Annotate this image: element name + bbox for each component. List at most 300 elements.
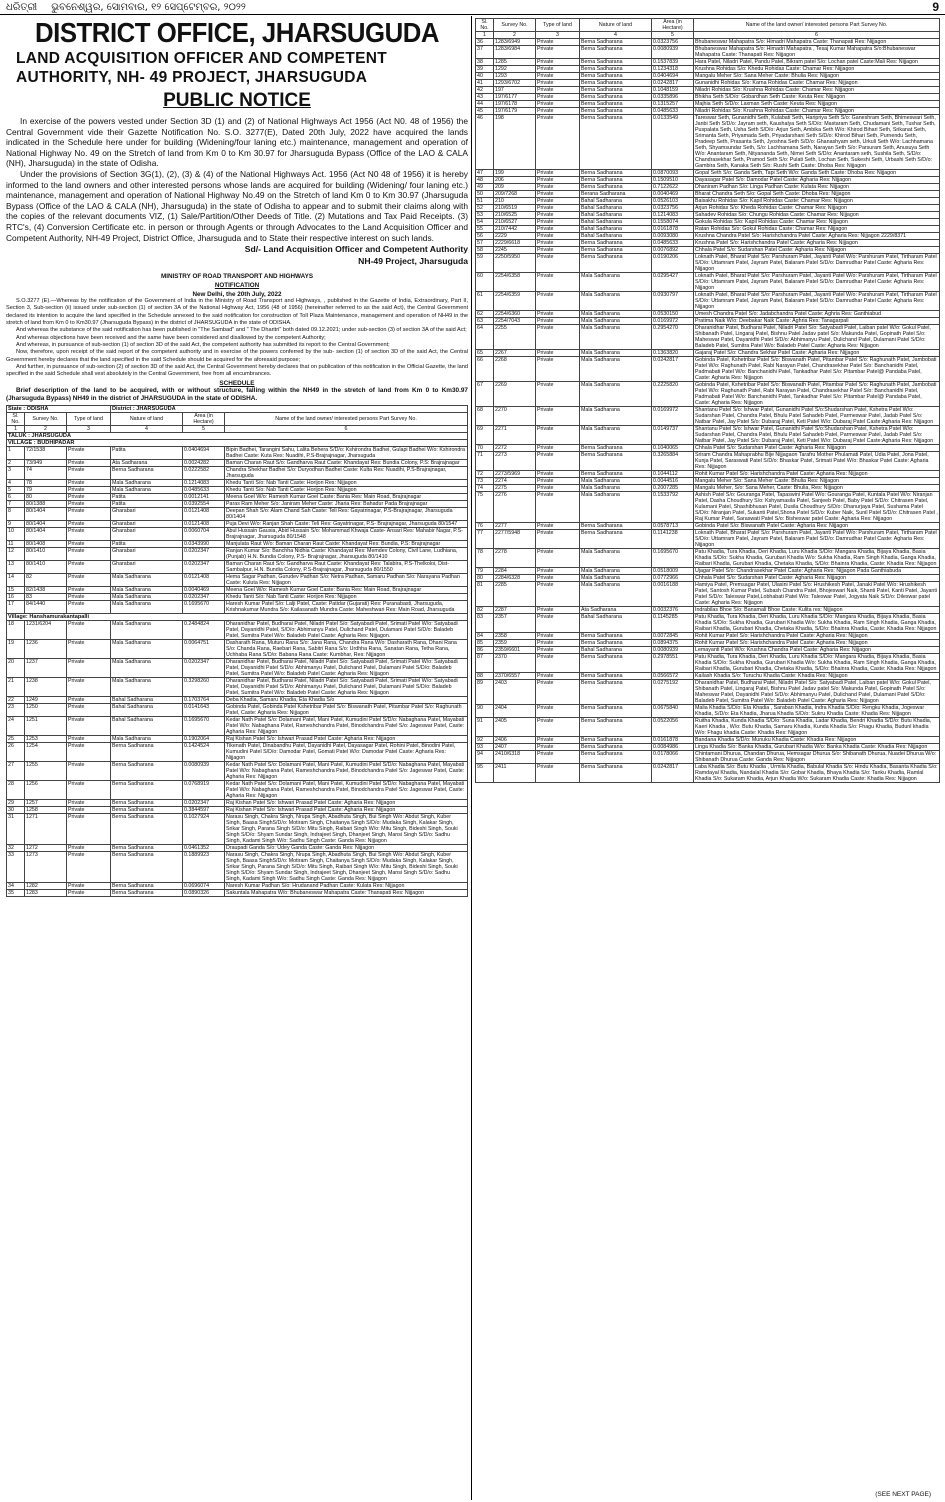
table-row [7, 762, 468, 781]
table-row [7, 528, 468, 541]
cell-owner: Loknath Patel, Bharat Patel S/o: Parshuram Patel, Jayanti Patel W/o: Parshuram Patel, Tirtharam Patel S/D/o: Uttamram Patel, Jayram Patel, Balaram Patel S/D/o: Damrudhar Patel Caste: Agharia Res: Nijjagon [694, 273, 940, 292]
table-row [476, 471, 940, 478]
cell-area: 0.0178066 [652, 751, 694, 764]
cell-nature: Berna Sadharana [580, 633, 652, 640]
cell-survey: 1250 [25, 704, 67, 717]
table-row [476, 311, 940, 318]
table-row [7, 736, 468, 743]
cell-type: Private [536, 737, 580, 744]
cell-area: 0.0343990 [183, 541, 225, 548]
cell-survey: 82/1438 [25, 587, 67, 594]
cell-type: Private [536, 452, 580, 471]
cell-area: 0.1889923 [183, 852, 225, 883]
cell-owner: Dharanidhar Patel, Budharai Patel, Niladri Patel S/o: Satyabadi Patel, Laiban patel W/o: Gokul Patel, Shibanath Patel, Lingaraj Patel, Bishnu Patel Jadav patel S/o: Makunda Patel, Gopinath Patel S/o: Maheswar Patel, Dayanidhi Patel S/D/o: Abhimanyu Patel, Dulichand Patel, Dulamani Patel S/D/o: Baladeb Patel, Sumitra Patel W/o: Baladeb Patel Caste: Agharia Res: Nijjagon [694, 325, 940, 350]
taluk-label: TALUK : JHARSUGUDA [7, 433, 468, 440]
cell-slno: 68 [476, 407, 494, 426]
cell-survey: 2359/6601 [494, 647, 536, 654]
cell-owner: Meena Goel W/o: Ramesh Kumar Goel Caste: Bania Res: Main Road, Brajrajnagar [225, 494, 468, 501]
state-label: State : ODISHA [7, 406, 111, 413]
cell-survey: 2276 [494, 492, 536, 523]
cell-nature: Mala Sadharana [111, 659, 183, 678]
cell-nature: Berna Sadharana [111, 814, 183, 845]
cell-slno: 5 [7, 487, 25, 494]
cell-owner: Hara Patel, Niladri Patel, Pandu Patel, Bikram patel S/o: Lochan patel Caste:Mali Res: Nijjagon [694, 59, 940, 66]
cell-slno: 90 [476, 705, 494, 718]
cell-type: Private [536, 673, 580, 680]
table-row [476, 426, 940, 445]
table-row [7, 640, 468, 659]
cell-nature: Mala Sadharana [580, 582, 652, 607]
cell-type: Private [67, 508, 111, 521]
cell-type: Private [536, 219, 580, 226]
cell-nature: Mala Sadharana [111, 640, 183, 659]
cell-survey: 80/1404 [25, 528, 67, 541]
cell-owner: Dayasagar Patel S/o: Damodar Patel Caste: Agharia Res: Nijjagon [694, 177, 940, 184]
cell-area: 0.0696074 [183, 883, 225, 890]
cell-area: 0.0675840 [652, 705, 694, 718]
cell-owner: Khedu Tanti S/o: Nab Tanti Caste: Horijon Res: Nijjagon [225, 594, 468, 601]
cell-slno: 80 [476, 575, 494, 582]
cell-owner: Krushna Patel S/o: Harishchandra Patel Caste: Agharia Res: Nijjagon [694, 240, 940, 247]
cell-nature: Mala Sadharana [580, 549, 652, 568]
cell-slno: 24 [7, 717, 25, 736]
cell-survey: 210/7442 [494, 226, 536, 233]
cell-survey: 210/6519 [494, 205, 536, 212]
cell-type: Private [536, 101, 580, 108]
cell-slno: 14 [7, 574, 25, 587]
cell-nature: Mala Sadharana [580, 350, 652, 357]
cell-slno: 19 [7, 640, 25, 659]
table-row [476, 568, 940, 575]
cell-owner: Chhala Patel S/o: Sudarshan Patel Caste: Agharia Res: Nijjagon [694, 445, 940, 452]
cell-survey: 80/1388 [25, 501, 67, 508]
cell-nature: Berna Sadharana [580, 247, 652, 254]
cell-owner: Rohit Kumar Patel S/o: Harishchandra Patel Caste: Agharia Res: Nijjagon [694, 471, 940, 478]
cell-type: Private [67, 807, 111, 814]
cell-owner: Paras Ram Meher S/o: Janiram Meher Caste: Jharia Res: Bahadur Pada Brajrajnagar [225, 501, 468, 508]
cell-survey: 1256 [25, 781, 67, 800]
cell-survey: 2275 [494, 485, 536, 492]
cell-survey: 2271 [494, 426, 536, 445]
cell-slno: 28 [7, 781, 25, 800]
cell-area: 0.3844597 [183, 807, 225, 814]
cell-type: Private [67, 447, 111, 460]
cell-survey: 1249 [25, 697, 67, 704]
colnum: 5 [652, 32, 694, 39]
table-row [7, 678, 468, 697]
cell-owner: Gobinda Patel S/o: Biswanath Patel Caste: Agharia Res: Nijjagon [694, 523, 940, 530]
cell-owner: Loknath Patel, Bharat Patel S/o: Parshuram Patel, Jayanti Patel W/o: Parshuram Patel, Tirtharam Patel S/D/o: Uttamram Patel, Jayram Patel, Balaram Patel S/D/o: Damrudhar Patel Caste: Agharia Res: Nijjagon [694, 530, 940, 549]
cell-slno: 6 [7, 494, 25, 501]
cell-nature: Berna Sadharana [580, 94, 652, 101]
cell-slno: 33 [7, 852, 25, 883]
cell-owner: Tareswar Seth, Gunanidhi Seth, Kulabati Seth, Haripriya Seth S/o: Ganeshram Seth, Bhimeswari Seth, Janbi Seth S/D/o: Jayram seth, Kaushalya Seth S/D/o: Mastaram Seth, Chudamani Seth, Tushar Seth, Puspalata Seth, Usha Seth S/D/o: Arjun Seth, Ambika Seth W/o: Khirod Bihari Seth, Srikanat Seth, Srimanta Seth, Priyamada Seth, Priyadarshani Seth S/D/o: Khirod Bihari Seth, Purnendu Seth, Pradeep Seth, Prasanta Seth, Jyoshna Seth S/D/o: Ghanashyam seth, Urkuli Seth W/o: Lachhamana Seth, Shyamsundar Seth, S/o: Lachhamana Seth, Narayan Seth S/o: Parsuram Seth, Anusuya Seth W/o: Anantaram Seth, Nityananda Seth, Nimei Seth S/D/o: Anantaram seth, Sushila Seth, S/D/o: Chandrasekhar Seth, Pramod Seth S/o: Pulati Seth, Lochan Seth, Sukeshi Seth, Urbashi Seth S/D/o: Gambira Seth, Kanaka Seth S/o: Rushi Seth Caste: Dhoba Res: Nijjagon [694, 115, 940, 170]
table-row [476, 452, 940, 471]
cell-survey: 1258 [25, 807, 67, 814]
cell-slno: 82 [476, 607, 494, 614]
cell-type: Private [67, 601, 111, 614]
cell-type: Private [67, 467, 111, 480]
cell-type: Private [67, 717, 111, 736]
cell-slno: 16 [7, 594, 25, 601]
cell-area: 0.0772966 [652, 575, 694, 582]
cell-slno: 32 [7, 845, 25, 852]
cell-survey: 74 [25, 467, 67, 480]
cell-area: 0.1214083 [183, 480, 225, 487]
cell-type: Private [536, 292, 580, 311]
cell-survey: 80/1410 [25, 561, 67, 574]
cell-survey: 80/1410 [25, 548, 67, 561]
signature-line-1: Sd/- Land Acquisition Officer and Competent Authority [244, 244, 468, 255]
cell-type: Private [536, 80, 580, 87]
table-row [476, 254, 940, 273]
cell-survey: 2370/6557 [494, 673, 536, 680]
cell-nature: Berna Sadharana [580, 673, 652, 680]
header-slno: Sl. No. [476, 19, 494, 32]
table-row [7, 494, 468, 501]
cell-owner: Kailash Khadia S/o: Turuchu Khadia Caste: Khadia Res: Nijjagon [694, 673, 940, 680]
cell-owner: Bipin Badhei, Tarangini Sahu, Lalita Behera S/D/o: Kshirondra Badhei, Gulapi Badhei W/o: Kshirondra Badhei Caste: Kuta Res: Nuadihi, P.S-Brajrajnagar, Jharsuguda [225, 447, 468, 460]
cell-slno: 15 [7, 587, 25, 594]
cell-area: 0.0295427 [652, 273, 694, 292]
cell-area: 0.0526103 [652, 198, 694, 205]
cell-slno: 22 [7, 697, 25, 704]
table-row [476, 382, 940, 407]
cell-area: 0.0044516 [652, 478, 694, 485]
cell-owner: Loknath Patel, Bharat Patel S/o: Parshuram Patel, Jayanti Patel W/o: Parshuram Patel, Tirtharam Patel S/D/o: Uttamram Patel, Jayram Patel, Balaram Patel S/D/o: Damrudhar Patel Caste: Agharia Res: Nijjagon [694, 254, 940, 273]
cell-owner: Chhala Patel S/o: Sudarshan Patel Caste: Agharia Res: Nijjagon [694, 247, 940, 254]
cell-slno: 91 [476, 718, 494, 737]
cell-slno: 78 [476, 549, 494, 568]
table-row [476, 350, 940, 357]
cell-owner: Sriram Chandra Mahaprabhu Bije Nijjagaon Tarafru Mother Phulamati Patel, Udia Patel, Jona Patel, Kunja Patel, Saraswati Patel S/D/o: Bhaskar Patel, Srimati Patel W/o: Bhaskar Patel Caste: Agharia Res: Nijjagon [694, 452, 940, 471]
cell-type: Private [67, 548, 111, 561]
cell-slno: 65 [476, 350, 494, 357]
cell-nature: Berana Sadharana [580, 191, 652, 198]
cell-slno: 25 [7, 736, 25, 743]
cell-slno: 69 [476, 426, 494, 445]
cell-area: 0.1040065 [652, 445, 694, 452]
cell-area: 0.0202347 [183, 800, 225, 807]
village-label-budhipadar: VILLAGE : BUDHIPADAR [7, 440, 468, 447]
cell-area: 0.0202347 [183, 561, 225, 574]
cell-owner: Kedar Nath Patel S/o: Dolamani Patel, Mani Patel, Kumudini Patel S/D/o: Nabaghana Patel, Mayabati Patel W/o: Nabaghana Patel, Rameshchandra Patel, Binodchandra Patel S/o: Jageswar Patel, Caste: Agharia Res: Nijjagon [225, 781, 468, 800]
table-row [7, 717, 468, 736]
cell-type: Private [67, 501, 111, 508]
cell-slno: 44 [476, 101, 494, 108]
cell-type: Private [536, 575, 580, 582]
cell-survey: 1282 [25, 883, 67, 890]
cell-survey: 2357 [494, 614, 536, 633]
cell-survey: 78 [25, 480, 67, 487]
cell-type: Private [67, 487, 111, 494]
cell-owner: Meena Goel W/o: Ramesh Kumar Goel Caste: Bania Res: Main Road, Brajrajnagar [225, 587, 468, 594]
cell-nature: Berna Sadharana [580, 59, 652, 66]
cell-type: Private [67, 521, 111, 528]
cell-type: Private [536, 177, 580, 184]
cell-nature: Berna Sadharana [580, 744, 652, 751]
newspaper-name: ଧରିତ୍ରୀ [6, 1, 38, 13]
cell-slno: 9 [7, 521, 25, 528]
cell-area: 0.0012141 [183, 494, 225, 501]
cell-survey: 1292 [494, 66, 536, 73]
cell-slno: 3 [7, 467, 25, 480]
cell-nature: Bahal Sadharana [580, 219, 652, 226]
table-row [476, 445, 940, 452]
cell-survey: 198 [494, 115, 536, 170]
cell-nature: Bahal Sadharana [580, 212, 652, 219]
cell-nature: Mala Sadharana [111, 601, 183, 614]
cell-slno: 26 [7, 743, 25, 762]
table-row [476, 94, 940, 101]
cell-slno: 10 [7, 528, 25, 541]
date-line: ଭୁବନେଶ୍ୱର, ସୋମବାର, ୧୨ ସେପ୍ଟେମ୍ବର, ୨୦୨୨ [51, 1, 246, 13]
cell-survey: 2273/5969 [494, 471, 536, 478]
cell-area: 0.0161878 [652, 737, 694, 744]
cell-type: Private [536, 350, 580, 357]
cell-survey: 197/6177 [494, 94, 536, 101]
cell-area: 0.0121408 [183, 508, 225, 521]
cell-nature: Ata Sadharana [111, 460, 183, 467]
table-row [476, 233, 940, 240]
cell-slno: 23 [7, 704, 25, 717]
cell-owner: Draupadi Ganda S/o: Udey Ganda Caste: Ganda Res: Nijjagon [225, 845, 468, 852]
cell-slno: 42 [476, 87, 494, 94]
cell-survey: 2269 [494, 382, 536, 407]
cell-type: Private [67, 659, 111, 678]
table-row [476, 177, 940, 184]
table-row [476, 737, 940, 744]
table-row [476, 633, 940, 640]
cell-area: 0.0578713 [652, 523, 694, 530]
cell-nature: Berna Sadharana [580, 718, 652, 737]
cell-type: Private [536, 568, 580, 575]
cell-survey: 2284/6328 [494, 575, 536, 582]
cell-nature: Berna Sadharana [580, 87, 652, 94]
cell-slno: 87 [476, 654, 494, 673]
cell-slno: 85 [476, 640, 494, 647]
schedule-table-right [475, 18, 940, 783]
cell-owner: Puja Devi W/o: Ranjan Shah Caste: Teli Res: Gayatrinagar, P.S- Brajrajnagar, Jharsuguda 80/1547 [225, 521, 468, 528]
cell-owner: Malia Khadia S/D/o: Eta Khadia , Saraban Khadia, Indra Khadia S/D/o: Rengku Khadia, Jogeswar Khadia, S/D/o: Eta Khadia, Jharua Khadia S/D/o: Sukru Khadia Caste: Khadia Res: Nijjagon [694, 705, 940, 718]
table-row [476, 764, 940, 783]
cell-area: 0.0404694 [183, 447, 225, 460]
colnum: 4 [580, 32, 652, 39]
cell-type: Private [67, 678, 111, 697]
cell-type: Private [536, 478, 580, 485]
cell-owner: Linga Khadia S/o: Banka Khadia, Gurubari Khadia W/o: Banka Khadia Caste: Khadia Res: Nijjagon [694, 744, 940, 751]
cell-owner: Krushna Rohidas S/o: Khedu Rohidas Caste: Chamar Res: Nijjagon [694, 66, 940, 73]
cell-survey: 83 [25, 594, 67, 601]
cell-survey: 1257 [25, 800, 67, 807]
cell-area: 0.0335896 [652, 94, 694, 101]
cell-nature: Bahal Sadharana [111, 717, 183, 736]
cell-area: 0.0461352 [183, 845, 225, 852]
cell-nature: Mala Sadharana [111, 621, 183, 640]
cell-type: Private [536, 640, 580, 647]
cell-area: 0.0133549 [652, 115, 694, 170]
cell-owner: Gobinda Patel, Kshetribar Patel S/o: Biswanath Patel, Pitambar Patel S/o: Raghunath Patel, Jambobati Patel W/o: Raghunath Patel, Rabi Narayan Patel, Chandrasekhar Patel S/o: Banchanidhi Patel, Padmabati Patel W/o: Banchanidhi Patel, Tankadhar Patel S/o: Pitambar Patel@ Pandaba Patel, Caste: Agharia Res: Nijjagon [694, 357, 940, 382]
cell-owner: Kedar Nath Patel S/o: Dolamani Patel, Mani Patel, Kumudini Patel S/D/o: Nabaghana Patel, Mayabati Patel W/o: Nabaghana Patel, Rameshchandra Patel, Binodchandra Patel S/o: Jageswar Patel, Caste: Agharia Res: Nijjagon [225, 717, 468, 736]
cell-survey: 2268 [494, 357, 536, 382]
cell-area: 0.1141238 [652, 530, 694, 549]
cell-type: Private [536, 87, 580, 94]
cell-nature: Bahal Sadharana [580, 233, 652, 240]
table-row [7, 883, 468, 890]
table-row [476, 607, 940, 614]
cell-survey: 1253 [25, 736, 67, 743]
table-row [476, 80, 940, 87]
cell-type: Private [67, 494, 111, 501]
cell-type: Private [536, 705, 580, 718]
cell-type: Private [536, 582, 580, 607]
table-row [7, 521, 468, 528]
cell-nature: Berna Sadharana [580, 177, 652, 184]
cell-slno: 21 [7, 678, 25, 697]
table-row [476, 647, 940, 654]
table-row [7, 852, 468, 883]
cell-slno: 47 [476, 170, 494, 177]
cell-nature: Berna Sadharana [580, 46, 652, 59]
table-row [476, 575, 940, 582]
cell-owner: Dharanidhar Patel, Budharai Patel, Niladri Patel S/o: Satyabadi Patel, Srimati Patel W/o: Satyabadi Patel, Dayanidhi Patel S/D/o: Abhimanyu Patel, Dulichand Patel, Dulamani Patel S/D/o: Baladeb Patel, Sumitra Patel W/o: Baladeb Patel Caste: Agharia Res: Nijjagon [225, 678, 468, 697]
cell-nature: Patita [111, 447, 183, 460]
cell-type: Private [536, 66, 580, 73]
cell-type: Private [536, 59, 580, 66]
table-row [476, 273, 940, 292]
cell-nature: Mala Sadharana [111, 736, 183, 743]
cell-area: 0.0084986 [652, 744, 694, 751]
cell-type: Private [67, 845, 111, 852]
colnum: 3 [67, 426, 111, 433]
cell-nature: Berna Sadharana [580, 101, 652, 108]
cell-slno: 59 [476, 254, 494, 273]
cell-survey: 80/1404 [25, 508, 67, 521]
cell-survey: 2254/6358 [494, 273, 536, 292]
cell-area: 0.0242817 [652, 357, 694, 382]
table-row [7, 781, 468, 800]
cell-nature: Berna Sadharana [580, 80, 652, 87]
table-row [476, 523, 940, 530]
cell-area: 0.0485633 [183, 487, 225, 494]
cell-survey: 2273 [494, 452, 536, 471]
cell-slno: 72 [476, 471, 494, 478]
cell-owner: Rohit Kumar Patel S/o: Harishchandra Patel Caste: Agharia Res: Nijjagon [694, 633, 940, 640]
cell-slno: 2 [7, 460, 25, 467]
cell-survey: 84/1440 [25, 601, 67, 614]
table-row [476, 492, 940, 523]
table-row [476, 59, 940, 66]
cell-slno: 77 [476, 530, 494, 549]
cell-area: 0.1145285 [652, 614, 694, 633]
cell-survey: 1254 [25, 743, 67, 762]
cell-owner: Pratima Naik W/o: Deebakar Naik Caste: Aghria Res: Tanagarpali [694, 318, 940, 325]
table-row [7, 541, 468, 548]
cell-nature: Bahal Sadharana [580, 614, 652, 633]
cell-area: 0.0522056 [652, 718, 694, 737]
cell-survey: 2254/6359 [494, 292, 536, 311]
cell-type: Private [67, 743, 111, 762]
cell-owner: Patu Khadia, Tura Khadia, Deri Khadia, Luru Khadia S/D/o: Mangara Khadia, Bijaya Khadia, Basia Khadia S/D/o: Sukha Khadia, Gurubari Khadia W/o: Sukha Khadia, Ram Singh Khadia, Ganga Khadia, Raibari Khadia, Gurubari Khadia, Chetaka Khadia, S/D/o: Bhainra Khadia, Caste: Khadia Res: Nijjagon [694, 549, 940, 568]
cell-area: 0.3298260 [183, 678, 225, 697]
colnum: 2 [494, 32, 536, 39]
cell-area: 0.0242817 [652, 764, 694, 783]
cell-type: Private [67, 814, 111, 845]
cell-slno: 7 [7, 501, 25, 508]
cell-nature: Berna Sadharana [580, 108, 652, 115]
cell-type: Private [536, 751, 580, 764]
cell-nature: Patita [111, 501, 183, 508]
cell-type: Private [67, 621, 111, 640]
cell-area: 0.2978551 [652, 654, 694, 673]
cell-survey: 1283 [25, 890, 67, 897]
cell-slno: 37 [476, 46, 494, 59]
cell-nature: Bahal Sadharana [111, 704, 183, 717]
cell-owner: Ashish Patel S/o: Gouranga Patel, Tapaswini Patel W/o: Gouranga Patel, Kuntala Patel W/o: Niranjan Patel, Dasha Choudhury S/o: Kshyamasila Patel, Sanjeeb Patel, Baby Patel S/D/o: Chitrasen Patel, Kulamani Patel, Shashibhusan Patel, Dusila Choudhury S/D/o: Dhanurjaya Patel, Sushama Patel S/D/o: Niranjan Patel, Sukanti Patel,Shona Patel S/D/o: Kuber Naik, Sunil Patel S/D/o: Chitrasen Patel , Raj Kumar Patel, Saraswati Patel S/o: Bisheswar patel Caste: Agharia Res: Nijjagon [695, 492, 938, 522]
table-row [7, 467, 468, 480]
cell-owner: Ranjan Kumar S/o: Banchha Nidhia Caste: Khandayat Res: Memdev Colony, Civil Lane, Ludhiana, (Punjab) H.N. Bundia Colony, P.S- Brajrajnagar, Jharsuguda 80/1410 [225, 548, 468, 561]
table-row [476, 73, 940, 80]
cell-type: Private [536, 240, 580, 247]
table-row [7, 447, 468, 460]
cell-survey: 72/1538 [25, 447, 67, 460]
table-row [7, 587, 468, 594]
cell-owner: Dhaniram Padhan S/o: Linga Padhan Caste: Kulata Res: Nijjagon [694, 184, 940, 191]
table-row [476, 744, 940, 751]
cell-type: Private [67, 852, 111, 883]
cell-survey: 2267 [494, 350, 536, 357]
cell-nature: Berna Sadharana [111, 781, 183, 800]
cell-type: Private [536, 549, 580, 568]
cell-area: 0.0202347 [183, 659, 225, 678]
cell-nature: Berna Sadharana [580, 751, 652, 764]
cell-slno: 83 [476, 614, 494, 633]
header-owner: Name of the land owner/ interested persons Part Survey No. [694, 19, 940, 32]
cell-survey: 2411 [494, 764, 536, 783]
table-row [476, 39, 940, 46]
cell-type: Private [67, 640, 111, 659]
cell-owner: Baman Charan Raut S/o: Gandharva Raut Caste: Khandayat Res: Talabira, P.S-Thelkoloi, Dist- Sambalpur, H.N. Bundia Colony, P.S-Brajrajnagar, Jharsuguda 80/1550 [225, 561, 468, 574]
cell-nature: Berna Sadharana [580, 705, 652, 718]
notice-paragraph-1: In exercise of the powers vested under Section 3D (1) and (2) of National Highways Act 1956 (Act N0. 48 of 1956) the Central Government vide their Gazette Notification No. S.O. 3277(E), Dated 20th July, 2022 have acquired the lands indicated in the Schedule here under for building (Widening/four laning etc.) maintenance, management and operation of National Highway No. 49 on the Stretch of land from Km 0 to Km 30.97 for Jharsuguda Bypass (Office of the LAO & CALA (NH), Jharsuguda) in the state of Odisha. [6, 116, 468, 169]
cell-owner: Rohit Kumar Patel S/o: Harishchandra Patel Caste: Agharia Res: Nijjagon [694, 640, 940, 647]
cell-area: 0.0870093 [652, 170, 694, 177]
cell-area: 0.0404694 [652, 73, 694, 80]
table-row [476, 673, 940, 680]
cell-area: 0.2484824 [183, 621, 225, 640]
cell-owner: Bandana Khadia S/D/o: Munuku Khadia Caste: Khadia Res: Nijjagon [694, 737, 940, 744]
header-owner: Name of the land owner/ interested persons Part Survey No. [225, 413, 468, 426]
notification-date: New Delhi, the 20th July, 2022 [192, 291, 282, 299]
cell-slno: 50 [476, 191, 494, 198]
cell-slno: 30 [7, 807, 25, 814]
cell-slno: 57 [476, 240, 494, 247]
cell-area: 0.0064751 [183, 640, 225, 659]
table-row [7, 845, 468, 852]
table-row [7, 480, 468, 487]
cell-survey: 2410/6318 [494, 751, 536, 764]
cell-area: 0.0121408 [183, 521, 225, 528]
cell-nature: Mala Sadharana [580, 357, 652, 382]
cell-survey: 1283/6949 [494, 39, 536, 46]
table-row [476, 582, 940, 607]
cell-slno: 48 [476, 177, 494, 184]
cell-slno: 49 [476, 184, 494, 191]
cell-survey: 2405 [494, 718, 536, 737]
cell-type: Private [536, 764, 580, 783]
cell-nature: Mala Sadharana [580, 426, 652, 445]
cell-area: 0.1363820 [652, 350, 694, 357]
